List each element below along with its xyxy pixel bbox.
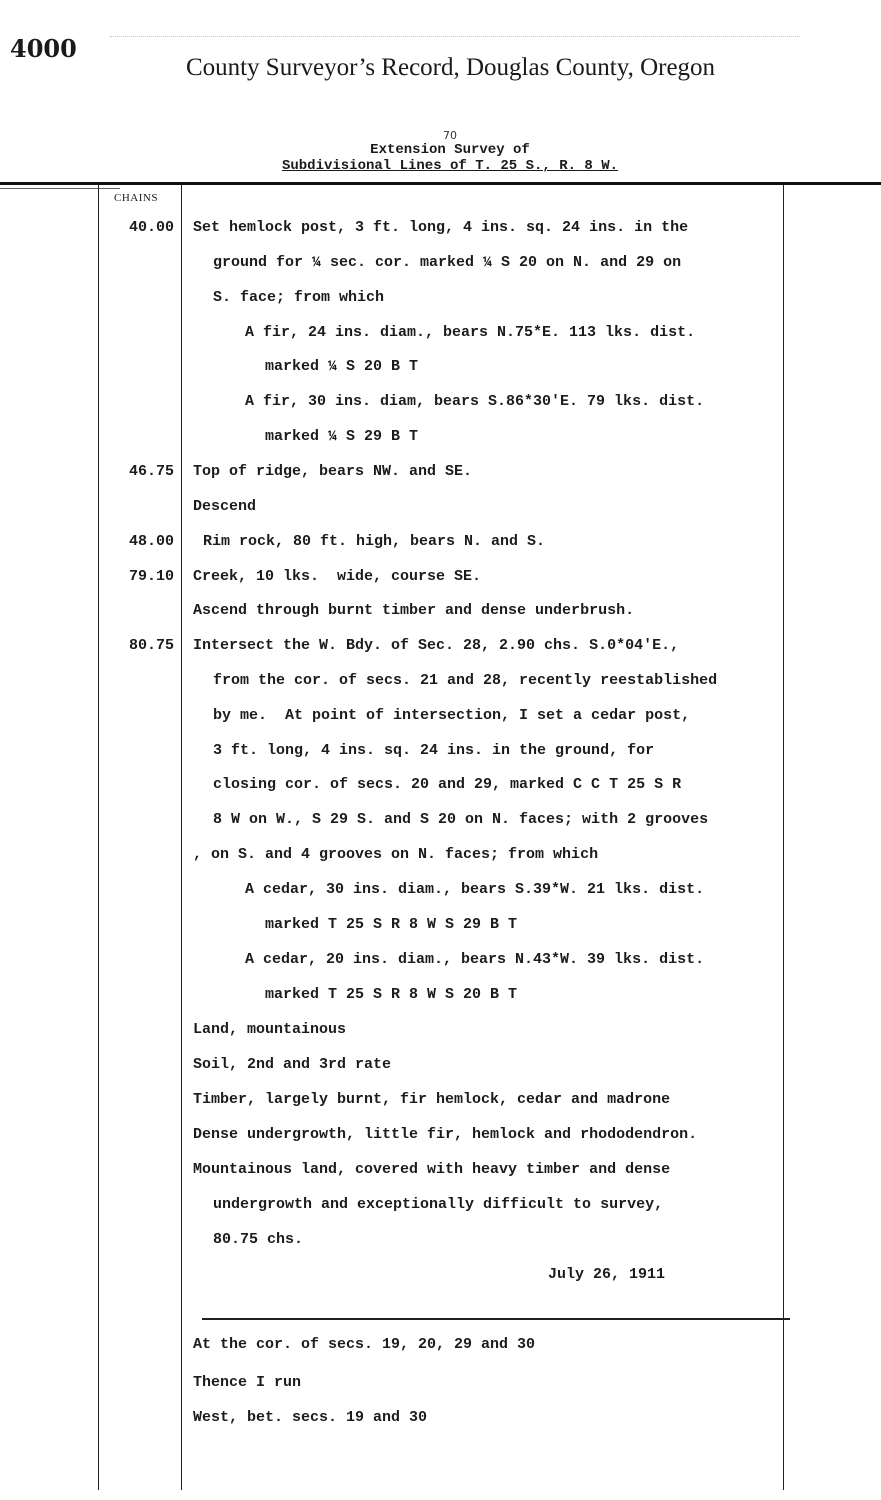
page-title: County Surveyor’s Record, Douglas County, Oregon: [185, 54, 716, 81]
chain-value: 40.00: [128, 219, 174, 236]
record-text: Descend: [193, 498, 257, 515]
record-row: [0, 602, 881, 636]
record-text: Timber, largely burnt, fir hemlock, cedar and madrone: [193, 1091, 671, 1108]
record-text: Ascend through burnt timber and dense underbrush.: [193, 602, 635, 619]
record-row: [0, 358, 881, 392]
record-text: ground for ¼ sec. cor. marked ¼ S 20 on N. and 29 on: [213, 254, 682, 271]
record-text: Set hemlock post, 3 ft. long, 4 ins. sq. 24 ins. in the: [193, 219, 689, 236]
record-row: [0, 219, 881, 253]
record-text: marked T 25 S R 8 W S 29 B T: [265, 916, 518, 933]
record-text: Top of ridge, bears NW. and SE.: [193, 463, 473, 480]
record-row: [0, 776, 881, 810]
record-row: [0, 1336, 881, 1370]
record-row: [0, 1161, 881, 1195]
chain-value: 46.75: [128, 463, 174, 480]
record-text: A cedar, 30 ins. diam., bears S.39*W. 21 lks. dist.: [245, 881, 705, 898]
record-text: A cedar, 20 ins. diam., bears N.43*W. 39 lks. dist.: [245, 951, 705, 968]
record-text: A fir, 24 ins. diam., bears N.75*E. 113 lks. dist.: [245, 324, 696, 341]
record-row: [0, 463, 881, 497]
record-text: undergrowth and exceptionally difficult to survey,: [213, 1196, 664, 1213]
record-row: [0, 393, 881, 427]
record-text: 3 ft. long, 4 ins. sq. 24 ins. in the ground, for: [213, 742, 655, 759]
top-rule-thin: [0, 188, 120, 189]
chain-value: 48.00: [128, 533, 174, 550]
record-text: Soil, 2nd and 3rd rate: [193, 1056, 392, 1073]
record-row: [0, 568, 881, 602]
record-row: [0, 846, 881, 880]
record-row: [0, 1126, 881, 1160]
record-text: by me. At point of intersection, I set a cedar post,: [213, 707, 691, 724]
record-text: S. face; from which: [213, 289, 385, 306]
record-row: [0, 951, 881, 985]
record-row: [0, 1021, 881, 1055]
record-row: [0, 254, 881, 288]
record-text: Intersect the W. Bdy. of Sec. 28, 2.90 chs. S.0*04'E.,: [193, 637, 680, 654]
record-row: [0, 637, 881, 671]
survey-header: [220, 130, 680, 174]
handwritten-number: 70: [443, 129, 457, 142]
record-text: Creek, 10 lks. wide, course SE.: [193, 568, 482, 585]
record-text: from the cor. of secs. 21 and 28, recently reestablished: [213, 672, 718, 689]
record-text: Dense undergrowth, little fir, hemlock and rhododendron.: [193, 1126, 698, 1143]
chain-value: 79.10: [128, 568, 174, 585]
record-row: [0, 707, 881, 741]
record-row: [0, 1409, 881, 1443]
survey-title-line2: Subdivisional Lines of T. 25 S., R. 8 W.: [281, 158, 619, 174]
record-row: [0, 986, 881, 1020]
record-text: marked ¼ S 29 B T: [265, 428, 419, 445]
record-text: A fir, 30 ins. diam, bears S.86*30'E. 79 lks. dist.: [245, 393, 705, 410]
top-rule: [0, 182, 881, 185]
survey-title-line1: Extension Survey of: [370, 142, 530, 158]
record-row: [0, 1056, 881, 1090]
record-row: [0, 1374, 881, 1408]
record-text: Mountainous land, covered with heavy timber and dense: [193, 1161, 671, 1178]
record-text: Thence I run: [193, 1374, 302, 1391]
chains-column-label: CHAINS: [114, 192, 158, 204]
record-text: marked ¼ S 20 B T: [265, 358, 419, 375]
header-dotted-line: [110, 36, 800, 37]
record-row: [0, 1266, 881, 1300]
record-row: [0, 428, 881, 462]
chain-value: 80.75: [128, 637, 174, 654]
record-row: [0, 1196, 881, 1230]
record-text: Rim rock, 80 ft. high, bears N. and S.: [203, 533, 546, 550]
record-row: [0, 1231, 881, 1265]
record-text: marked T 25 S R 8 W S 20 B T: [265, 986, 518, 1003]
record-text: Land, mountainous: [193, 1021, 347, 1038]
record-row: [0, 881, 881, 915]
record-text: 80.75 chs.: [213, 1231, 304, 1248]
section-divider: [202, 1318, 790, 1320]
record-row: [0, 324, 881, 358]
record-row: [0, 672, 881, 706]
record-date: July 26, 1911: [548, 1266, 666, 1283]
record-row: [0, 1091, 881, 1125]
record-row: [0, 811, 881, 845]
record-text: At the cor. of secs. 19, 20, 29 and 30: [193, 1336, 536, 1353]
record-text: 8 W on W., S 29 S. and S 20 on N. faces; with 2 grooves: [213, 811, 709, 828]
record-row: [0, 289, 881, 323]
record-text: West, bet. secs. 19 and 30: [193, 1409, 428, 1426]
record-row: [0, 916, 881, 950]
record-text: , on S. and 4 grooves on N. faces; from which: [193, 846, 599, 863]
record-row: [0, 533, 881, 567]
record-row: [0, 742, 881, 776]
record-text: closing cor. of secs. 20 and 29, marked C C T 25 S R: [213, 776, 682, 793]
page-number: 4000: [10, 34, 77, 63]
record-row: [0, 498, 881, 532]
